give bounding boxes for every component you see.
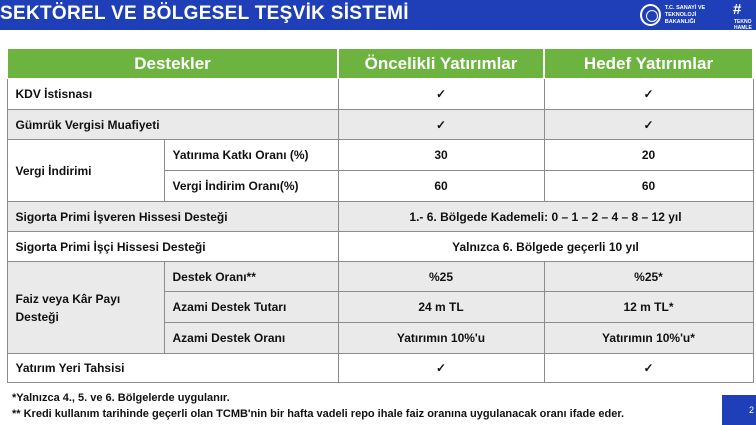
seal-icon bbox=[640, 4, 661, 26]
sub-label-azami-oran: Azami Destek Oranı bbox=[164, 323, 338, 354]
check-icon: ✓ bbox=[338, 354, 544, 383]
table-row bbox=[7, 262, 753, 292]
table-row bbox=[7, 79, 753, 110]
cell-indirim-hedef: 60 bbox=[544, 171, 753, 202]
sub-label-indirim: Vergi İndirim Oranı(%) bbox=[164, 171, 338, 202]
row-label-vergi: Vergi İndirimi bbox=[7, 140, 164, 202]
cell-indirim-oncelikli: 60 bbox=[338, 171, 544, 202]
logo-line-2: TEKNOLOJİ BAKANLIĞI bbox=[664, 11, 697, 25]
incentives-table bbox=[6, 48, 754, 383]
table-row bbox=[7, 202, 753, 232]
header-oncelikli: Öncelikli Yatırımlar bbox=[338, 49, 544, 79]
row-label-faiz: Faiz veya Kâr Payı Desteği bbox=[7, 262, 164, 354]
hashtag-logo-subtext: TEKNO HAMLE bbox=[734, 19, 752, 31]
cell-azami-oran-hedef: Yatırımın 10%'u* bbox=[544, 323, 753, 354]
footnote-2: ** Kredi kullanım tarihinde geçerli olan TCMB'nin bir hafta vadeli repo ihale faiz oranına uygulanacak oranı ifade eder. bbox=[12, 408, 625, 420]
cell-tutar-hedef: 12 m TL* bbox=[544, 292, 753, 323]
check-icon: ✓ bbox=[544, 110, 753, 140]
page-number: 2 bbox=[722, 395, 756, 425]
cell-katki-oncelikli: 30 bbox=[338, 140, 544, 171]
header-hedef: Hedef Yatırımlar bbox=[544, 49, 753, 79]
sub-label-azami-tutar: Azami Destek Tutarı bbox=[164, 292, 338, 323]
table-row bbox=[7, 232, 753, 262]
footnote-1: *Yalnızca 4., 5. ve 6. Bölgelerde uygulanır. bbox=[12, 392, 230, 404]
cell-sigorta-isci: Yalnızca 6. Bölgede geçerli 10 yıl bbox=[338, 232, 753, 262]
header-banner bbox=[0, 0, 756, 30]
check-icon: ✓ bbox=[544, 354, 753, 383]
sub-label-destek-orani: Destek Oranı** bbox=[164, 262, 338, 292]
cell-sigorta-isveren: 1.- 6. Bölgede Kademeli: 0 – 1 – 2 – 4 – 8 – 12 yıl bbox=[338, 202, 753, 232]
row-label-gumruk: Gümrük Vergisi Muafiyeti bbox=[7, 110, 338, 140]
row-label-kdv: KDV İstisnası bbox=[7, 79, 338, 110]
sub-label-katki: Yatırıma Katkı Oranı (%) bbox=[164, 140, 338, 171]
check-icon: ✓ bbox=[338, 110, 544, 140]
hashtag-logo-icon: # bbox=[733, 1, 742, 18]
row-label-sigorta-isci: Sigorta Primi İşçi Hissesi Desteği bbox=[7, 232, 338, 262]
table-row bbox=[7, 110, 753, 140]
ministry-logo bbox=[640, 2, 724, 28]
row-label-sigorta-isveren: Sigorta Primi İşveren Hissesi Desteği bbox=[7, 202, 338, 232]
cell-oran-hedef: %25* bbox=[544, 262, 753, 292]
cell-oran-oncelikli: %25 bbox=[338, 262, 544, 292]
check-icon: ✓ bbox=[544, 79, 753, 110]
cell-katki-hedef: 20 bbox=[544, 140, 753, 171]
table-header-row bbox=[7, 49, 753, 79]
cell-tutar-oncelikli: 24 m TL bbox=[338, 292, 544, 323]
page-title: SEKTÖREL VE BÖLGESEL TEŞVİK SİSTEMİ bbox=[0, 3, 409, 24]
row-label-yer: Yatırım Yeri Tahsisi bbox=[7, 354, 338, 383]
footnotes bbox=[12, 390, 624, 422]
check-icon: ✓ bbox=[338, 79, 544, 110]
table-row bbox=[7, 354, 753, 383]
table-row bbox=[7, 140, 753, 171]
header-destekler: Destekler bbox=[7, 49, 338, 79]
logo-line-1: T.C. SANAYİ VE bbox=[664, 4, 706, 11]
cell-azami-oran-oncelikli: Yatırımın 10%'u bbox=[338, 323, 544, 354]
